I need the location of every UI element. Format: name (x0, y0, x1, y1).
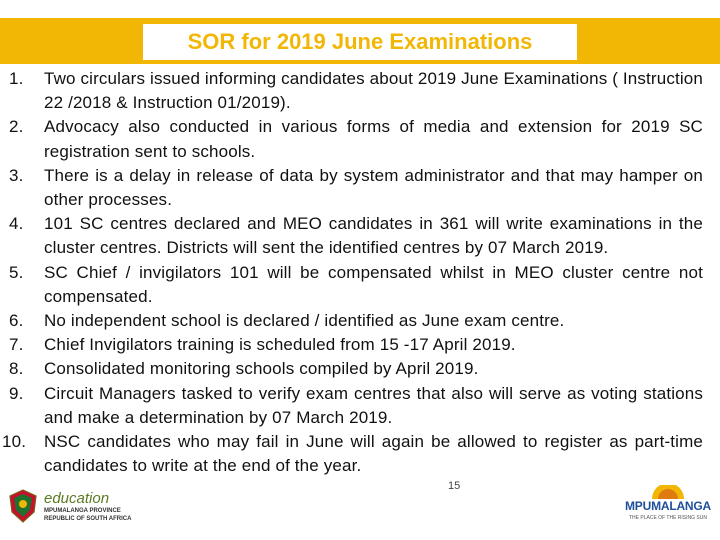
list-item (9, 357, 703, 381)
education-logo (6, 486, 146, 536)
country-label: REPUBLIC OF SOUTH AFRICA (44, 516, 132, 522)
item-number: 8. (9, 359, 24, 379)
province-label: MPUMALANGA PROVINCE (44, 508, 121, 514)
item-text: There is a delay in release of data by system administrator and that may hamper on other processes. (44, 165, 703, 210)
item-number: 6. (9, 311, 24, 331)
list-item (9, 67, 703, 115)
page-number: 15 (448, 480, 461, 492)
item-number: 10. (2, 432, 27, 452)
list-item (9, 212, 703, 260)
list-item (9, 261, 703, 309)
item-text: SC Chief / invigilators 101 will be compensated whilst in MEO cluster centre not compensated. (44, 262, 703, 306)
item-text: Advocacy also conducted in various forms of media and extension for 2019 SC registration sent to schools. (44, 117, 703, 161)
list-item (9, 115, 703, 163)
mpumalanga-tagline: THE PLACE OF THE RISING SUN (629, 515, 707, 521)
mpumalanga-wordmark: MPUMALANGA (625, 499, 711, 513)
item-text: Chief Invigilators training is scheduled from 15 -17 April 2019. (44, 335, 516, 355)
mpumalanga-logo (620, 485, 716, 535)
findings-list (2, 67, 703, 478)
item-number: 1. (9, 69, 24, 88)
list-item (9, 333, 703, 357)
item-number: 7. (9, 335, 24, 355)
list-item (9, 382, 703, 430)
slide-title: SOR for 2019 June Examinations (187, 29, 533, 54)
item-text: No independent school is declared / identified as June exam centre. (44, 311, 565, 331)
item-number: 5. (9, 262, 24, 282)
list-item (2, 430, 703, 478)
list-item (9, 164, 703, 212)
item-text: Circuit Managers tasked to verify exam centres that also will serve as voting stations and make a determination by 07 March 2019. (44, 383, 703, 427)
item-text: Consolidated monitoring schools compiled by April 2019. (44, 359, 479, 379)
item-text: 101 SC centres declared and MEO candidates in 361 will write examinations in the cluster centres. Districts will sent the identified centres by 07 March 2019. (44, 214, 703, 258)
item-number: 3. (9, 165, 24, 185)
item-number: 9. (9, 383, 24, 403)
item-text: Two circulars issued informing candidates about 2019 June Examinations ( Instruction 22 /2018 & Instruction 01/2019). (44, 69, 703, 113)
list-item (9, 309, 703, 333)
education-wordmark: education (44, 490, 110, 507)
item-number: 4. (9, 214, 24, 234)
coat-of-arms-icon (6, 488, 40, 524)
item-number: 2. (9, 117, 24, 137)
item-text: NSC candidates who may fail in June will again be allowed to register as part-time candidates to write at the end of the year. (44, 432, 703, 476)
rising-sun-icon (648, 485, 688, 499)
